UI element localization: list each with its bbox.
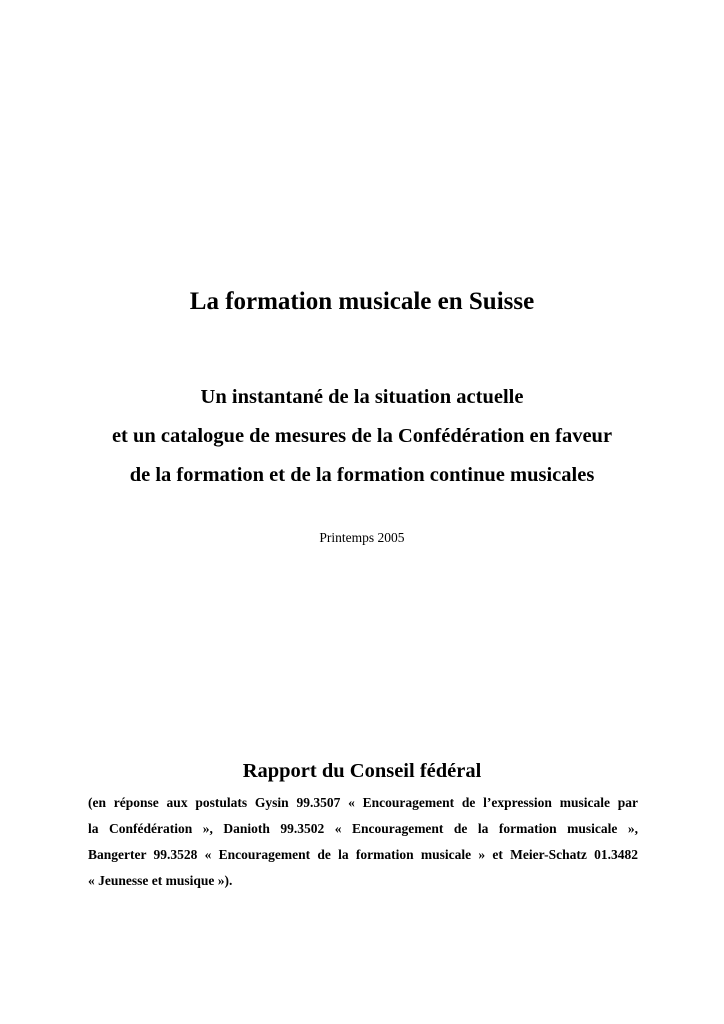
report-note-line: (en réponse aux postulats Gysin 99.3507 « Encouragement de l’expression musicale par xyxy=(88,795,638,810)
document-subtitle xyxy=(0,378,724,495)
report-note-line: la Confédération », Danioth 99.3502 « Encouragement de la formation musicale », xyxy=(88,821,638,836)
report-heading: Rapport du Conseil fédéral xyxy=(242,760,482,782)
publication-date: Printemps 2005 xyxy=(319,530,405,545)
subtitle-line: Un instantané de la situation actuelle xyxy=(200,386,524,408)
document-title: La formation musicale en Suisse xyxy=(189,288,535,315)
report-note xyxy=(88,790,638,894)
report-note-line: Bangerter 99.3528 « Encouragement de la formation musicale » et Meier-Schatz 01.3482 xyxy=(88,847,638,862)
subtitle-line: de la formation et de la formation continue musicales xyxy=(129,464,595,486)
report-note-line: « Jeunesse et musique »). xyxy=(88,873,233,888)
subtitle-line: et un catalogue de mesures de la Confédération en faveur xyxy=(111,425,613,447)
